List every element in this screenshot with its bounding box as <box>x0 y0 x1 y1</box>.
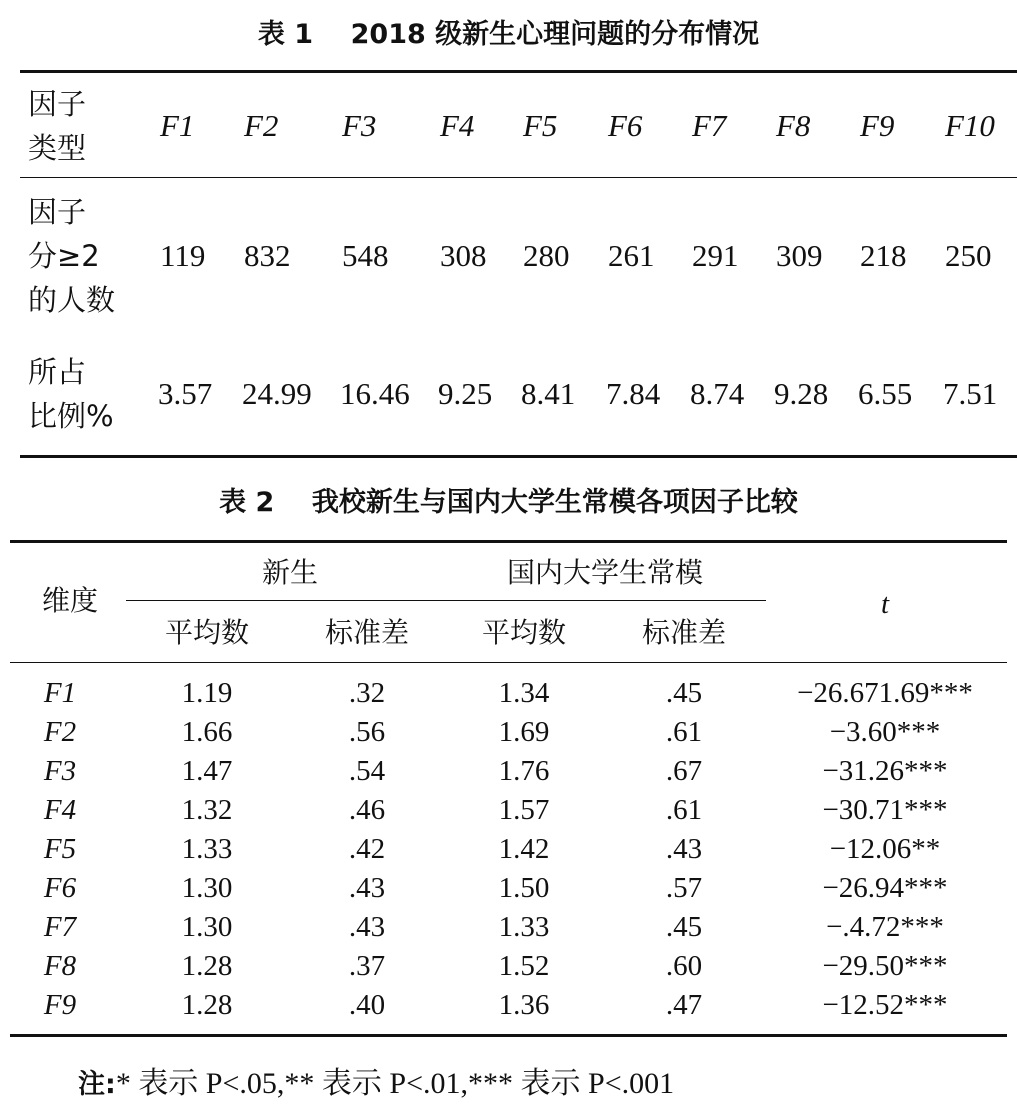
t-value-cell: −31.26*** <box>822 755 948 787</box>
factor-header: F4 <box>440 108 475 143</box>
count-label-line: 因子 <box>28 195 87 229</box>
table2-group-rule <box>126 600 766 601</box>
mean-cell: 1.28 <box>181 989 233 1021</box>
norm-sd-cell: .45 <box>665 677 703 709</box>
sd-cell: .43 <box>348 872 386 904</box>
count-cell: 218 <box>860 238 907 273</box>
norm-mean-cell: 1.52 <box>498 950 550 982</box>
count-cell: 291 <box>692 238 739 273</box>
table2-group2-header: 国内大学生常模 <box>506 556 703 589</box>
sd-cell: .43 <box>348 911 386 943</box>
t-value-cell: −30.71*** <box>822 794 948 826</box>
table2-dim-header: 维度 <box>41 584 98 617</box>
norm-sd-cell: .45 <box>665 911 703 943</box>
norm-mean-cell: 1.42 <box>498 833 550 865</box>
table2-caption-number: 表 2 <box>219 487 275 518</box>
table2-top-rule <box>10 540 1007 543</box>
norm-sd-cell: .43 <box>665 833 703 865</box>
count-cell: 119 <box>160 238 206 273</box>
norm-sd-cell: .61 <box>665 716 703 748</box>
ratio-cell: 7.51 <box>943 376 998 411</box>
count-cell: 308 <box>440 238 487 273</box>
t-value-cell: −.4.72*** <box>826 911 944 943</box>
norm-sd-cell: .61 <box>665 794 703 826</box>
factor-cell: F9 <box>43 989 77 1021</box>
t-value-cell: −26.94*** <box>822 872 948 904</box>
count-cell: 261 <box>608 238 655 273</box>
footnote-label: 注: <box>78 1069 116 1100</box>
mean-cell: 1.33 <box>181 833 233 865</box>
table2-mean-header-2: 平均数 <box>481 616 566 649</box>
table1-caption-number: 表 1 <box>257 19 314 50</box>
ratio-cell: 9.28 <box>774 376 829 411</box>
footnote-text: * 表示 P<.05,** 表示 P<.01,*** 表示 P<.001 <box>115 1067 675 1100</box>
mean-cell: 1.32 <box>181 794 233 826</box>
factor-header: F5 <box>523 108 558 143</box>
table2-group1-header: 新生 <box>261 556 318 589</box>
ratio-cell: 8.74 <box>690 376 745 411</box>
factor-header: F8 <box>776 108 811 143</box>
mean-cell: 1.47 <box>181 755 233 787</box>
ratio-cell: 24.99 <box>242 376 312 411</box>
table2-t-header: t <box>880 588 890 620</box>
count-cell: 280 <box>523 238 570 273</box>
norm-mean-cell: 1.69 <box>498 716 550 748</box>
ratio-label-line: 比例% <box>28 399 114 433</box>
norm-mean-cell: 1.76 <box>498 755 550 787</box>
sd-cell: .37 <box>348 950 386 982</box>
sd-cell: .56 <box>348 716 386 748</box>
header-label-line: 因子 <box>28 87 87 121</box>
factor-header: F9 <box>860 108 895 143</box>
factor-cell: F7 <box>43 911 77 943</box>
ratio-cell: 9.25 <box>438 376 493 411</box>
sd-cell: .40 <box>348 989 386 1021</box>
ratio-cell: 7.84 <box>606 376 661 411</box>
table2-mean-header-1: 平均数 <box>164 616 249 649</box>
ratio-cell: 6.55 <box>858 376 913 411</box>
count-cell: 250 <box>945 238 992 273</box>
count-label-line: 分≥2 <box>28 239 100 273</box>
t-value-cell: −29.50*** <box>822 950 948 982</box>
table2-caption-text: 我校新生与国内大学生常模各项因子比较 <box>311 487 798 518</box>
table1-caption-text: 2018 级新生心理问题的分布情况 <box>350 19 760 50</box>
table1-top-rule <box>20 70 1017 73</box>
factor-cell: F3 <box>43 755 77 787</box>
norm-mean-cell: 1.33 <box>498 911 550 943</box>
factor-header: F3 <box>342 108 377 143</box>
table2-sd-header-1: 标准差 <box>324 616 409 649</box>
factor-header: F2 <box>244 108 279 143</box>
factor-cell: F8 <box>43 950 77 982</box>
table1-bottom-rule <box>20 455 1017 458</box>
factor-header: F10 <box>945 108 995 143</box>
factor-header: F6 <box>608 108 643 143</box>
factor-cell: F2 <box>43 716 77 748</box>
ratio-cell: 16.46 <box>340 376 410 411</box>
sd-cell: .32 <box>348 677 386 709</box>
t-value-cell: −12.52*** <box>822 989 948 1021</box>
t-value-cell: −12.06** <box>829 833 941 865</box>
factor-cell: F4 <box>43 794 77 826</box>
footnote <box>78 1058 674 1102</box>
count-cell: 832 <box>244 238 291 273</box>
norm-sd-cell: .57 <box>665 872 703 904</box>
count-cell: 548 <box>342 238 389 273</box>
table1-caption <box>0 12 1017 51</box>
norm-sd-cell: .60 <box>665 950 703 982</box>
mean-cell: 1.28 <box>181 950 233 982</box>
ratio-cell: 3.57 <box>158 376 213 411</box>
sd-cell: .46 <box>348 794 386 826</box>
norm-mean-cell: 1.36 <box>498 989 550 1021</box>
mean-cell: 1.66 <box>181 716 233 748</box>
table2-caption <box>0 480 1017 519</box>
factor-cell: F1 <box>43 677 77 709</box>
table1-header-rule <box>20 177 1017 178</box>
norm-mean-cell: 1.50 <box>498 872 550 904</box>
mean-cell: 1.19 <box>181 677 233 709</box>
norm-mean-cell: 1.57 <box>498 794 550 826</box>
factor-cell: F6 <box>43 872 77 904</box>
table2-bottom-rule <box>10 1034 1007 1037</box>
ratio-cell: 8.41 <box>521 376 576 411</box>
factor-header: F1 <box>160 108 195 143</box>
norm-sd-cell: .67 <box>665 755 703 787</box>
count-cell: 309 <box>776 238 823 273</box>
t-value-cell: −26.671.69*** <box>797 677 973 709</box>
table2-sd-header-2: 标准差 <box>641 616 726 649</box>
norm-mean-cell: 1.34 <box>498 677 550 709</box>
t-value-cell: −3.60*** <box>829 716 941 748</box>
factor-cell: F5 <box>43 833 77 865</box>
norm-sd-cell: .47 <box>665 989 703 1021</box>
mean-cell: 1.30 <box>181 872 233 904</box>
count-label-line: 的人数 <box>28 283 116 317</box>
sd-cell: .42 <box>348 833 386 865</box>
header-label-line: 类型 <box>28 131 87 165</box>
ratio-label-line: 所占 <box>28 355 87 389</box>
table2-header-rule <box>10 662 1007 663</box>
factor-header: F7 <box>692 108 727 143</box>
mean-cell: 1.30 <box>181 911 233 943</box>
sd-cell: .54 <box>348 755 386 787</box>
